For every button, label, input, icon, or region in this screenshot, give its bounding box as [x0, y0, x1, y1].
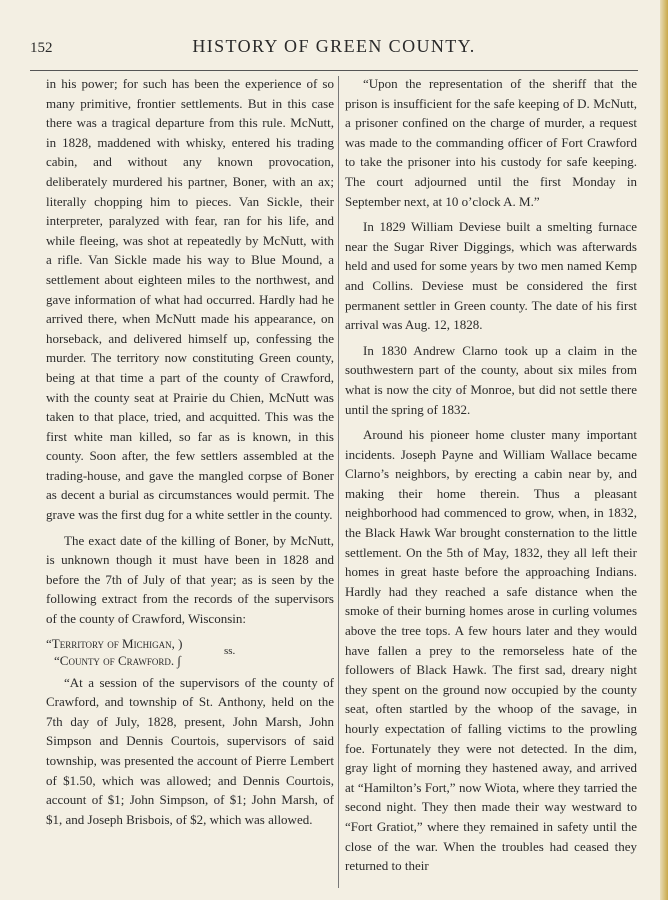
- paragraph: “At a session of the supervisors of the county of Crawford, and township of St. Anthony, held on the 7th day of July, 1828, present, John Marsh, John Simpson and Dennis Courtois, supervisors of said township, was presented the account of Pierre Lembert of $1.50, which was allowed; and Dennis Courtois, account of $1; John Simpson, of $1; John Marsh, of $1, and Joseph Brisbois, of $2, which was allowed.: [46, 674, 334, 827]
- column-divider: [338, 76, 339, 888]
- page-header: [30, 36, 638, 66]
- paragraph: in his power; for such has been the experience of so many primitive, frontier settlements. But in this case there was a tragical departure from this rule. McNutt, in 1828, maddened with whisky, entered his trading cabin, and without any known provocation, deliberately murdered his partner, Boner, with an ax; literally chopping him to pieces. Van Sickle, their interpreter, paralyzed with fear, ran for his life, and while fleeing, was shot at repeatedly by McNutt, with a rifle. Van Sickle made his way to Blue Mound, a settlement about eighteen miles to the northwest, and gave information of what had occurred. Hardly had he arrived there, when McNutt made his appearance, on horseback, and delivered himself up, confessing the murder. The territory now constituting Green county, being at that time a part of the county of Crawford, with the county seat at Prairie du Chien, McNutt was taken to that place, tried, and acquitted. This was the first white man killed, so far as is known, in this county. Soon after, the few settlers assembled at the trading-house, and gave the mangled corpse of Boner as decent a burial as circumstances would permit. The grave was the first dug for a white settler in the county.: [46, 76, 334, 523]
- paragraph: “Upon the representation of the sheriff that the prison is insufficient for the safe keeping of D. McNutt, a prisoner confined on the charge of murder, a request was made to the commanding officer of Fort Crawford to take the prisoner into his custody for safe keeping. The court adjourned until the first Monday in September next, at 10 o’clock A. M.”: [345, 76, 637, 209]
- record-heading-line: “County of Crawford. ∫: [54, 652, 181, 668]
- record-heading: [46, 635, 334, 669]
- right-column: [345, 74, 637, 882]
- paragraph: The exact date of the killing of Boner, by McNutt, is unknown though it must have been in 1828 and before the 7th of July of that year; as is seen by the following extract from the records of the supervisors of the county of Crawford, Wisconsin:: [46, 532, 334, 627]
- paragraph: In 1829 William Deviese built a smelting furnace near the Sugar River Diggings, which was afterwards held and used for some years by two men named Kemp and Collins. Deviese must be considered the first permanent settler in Green county. The date of his first arrival was Aug. 12, 1828.: [345, 219, 637, 333]
- paragraph: Around his pioneer home cluster many important incidents. Joseph Payne and William Wallace became Clarno’s neighbors, by erecting a cabin near by, and making their home therein. Thus a pleasant neighborhood had commenced to grow, when, in 1832, the Black Hawk War brought consternation to the little settlement. On the 5th of May, 1832, they all left their homes in great haste before the approaching Indians. Hardly had they reached a safe distance when the smoke of their burning homes arose in curling volumes above the tree tops. A few hours later and they would have fallen a prey to the remorseless hate of the followers of Black Hawk. The first sad, dreary night they spent on the ground now occupied by the county seat, often startled by the whoop of the savage, in hourly expectation of falling victims to the prowling foe. Fortunately they were not detected. In the dim, gray light of morning they hastened away, and arrived at “Hamilton’s Fort,” now Wiota, where they tarried the second night. They then made their way westward to “Fort Gratiot,” where they remained in safety until the close of the war. When the troubles had ceased they returned to their: [345, 427, 637, 874]
- page-edge: [660, 0, 668, 900]
- record-heading-line: “Territory of Michigan, ): [46, 635, 183, 651]
- paragraph: In 1830 Andrew Clarno took up a claim in the southwestern part of the county, about six miles from what is now the city of Monroe, but did not settle there until the spring of 1832.: [345, 342, 637, 417]
- page-number: 152: [30, 40, 53, 56]
- running-title: HISTORY OF GREEN COUNTY.: [192, 36, 476, 56]
- header-rule: [30, 70, 638, 71]
- record-heading-ss: ss.: [224, 644, 236, 657]
- left-column: [46, 74, 334, 835]
